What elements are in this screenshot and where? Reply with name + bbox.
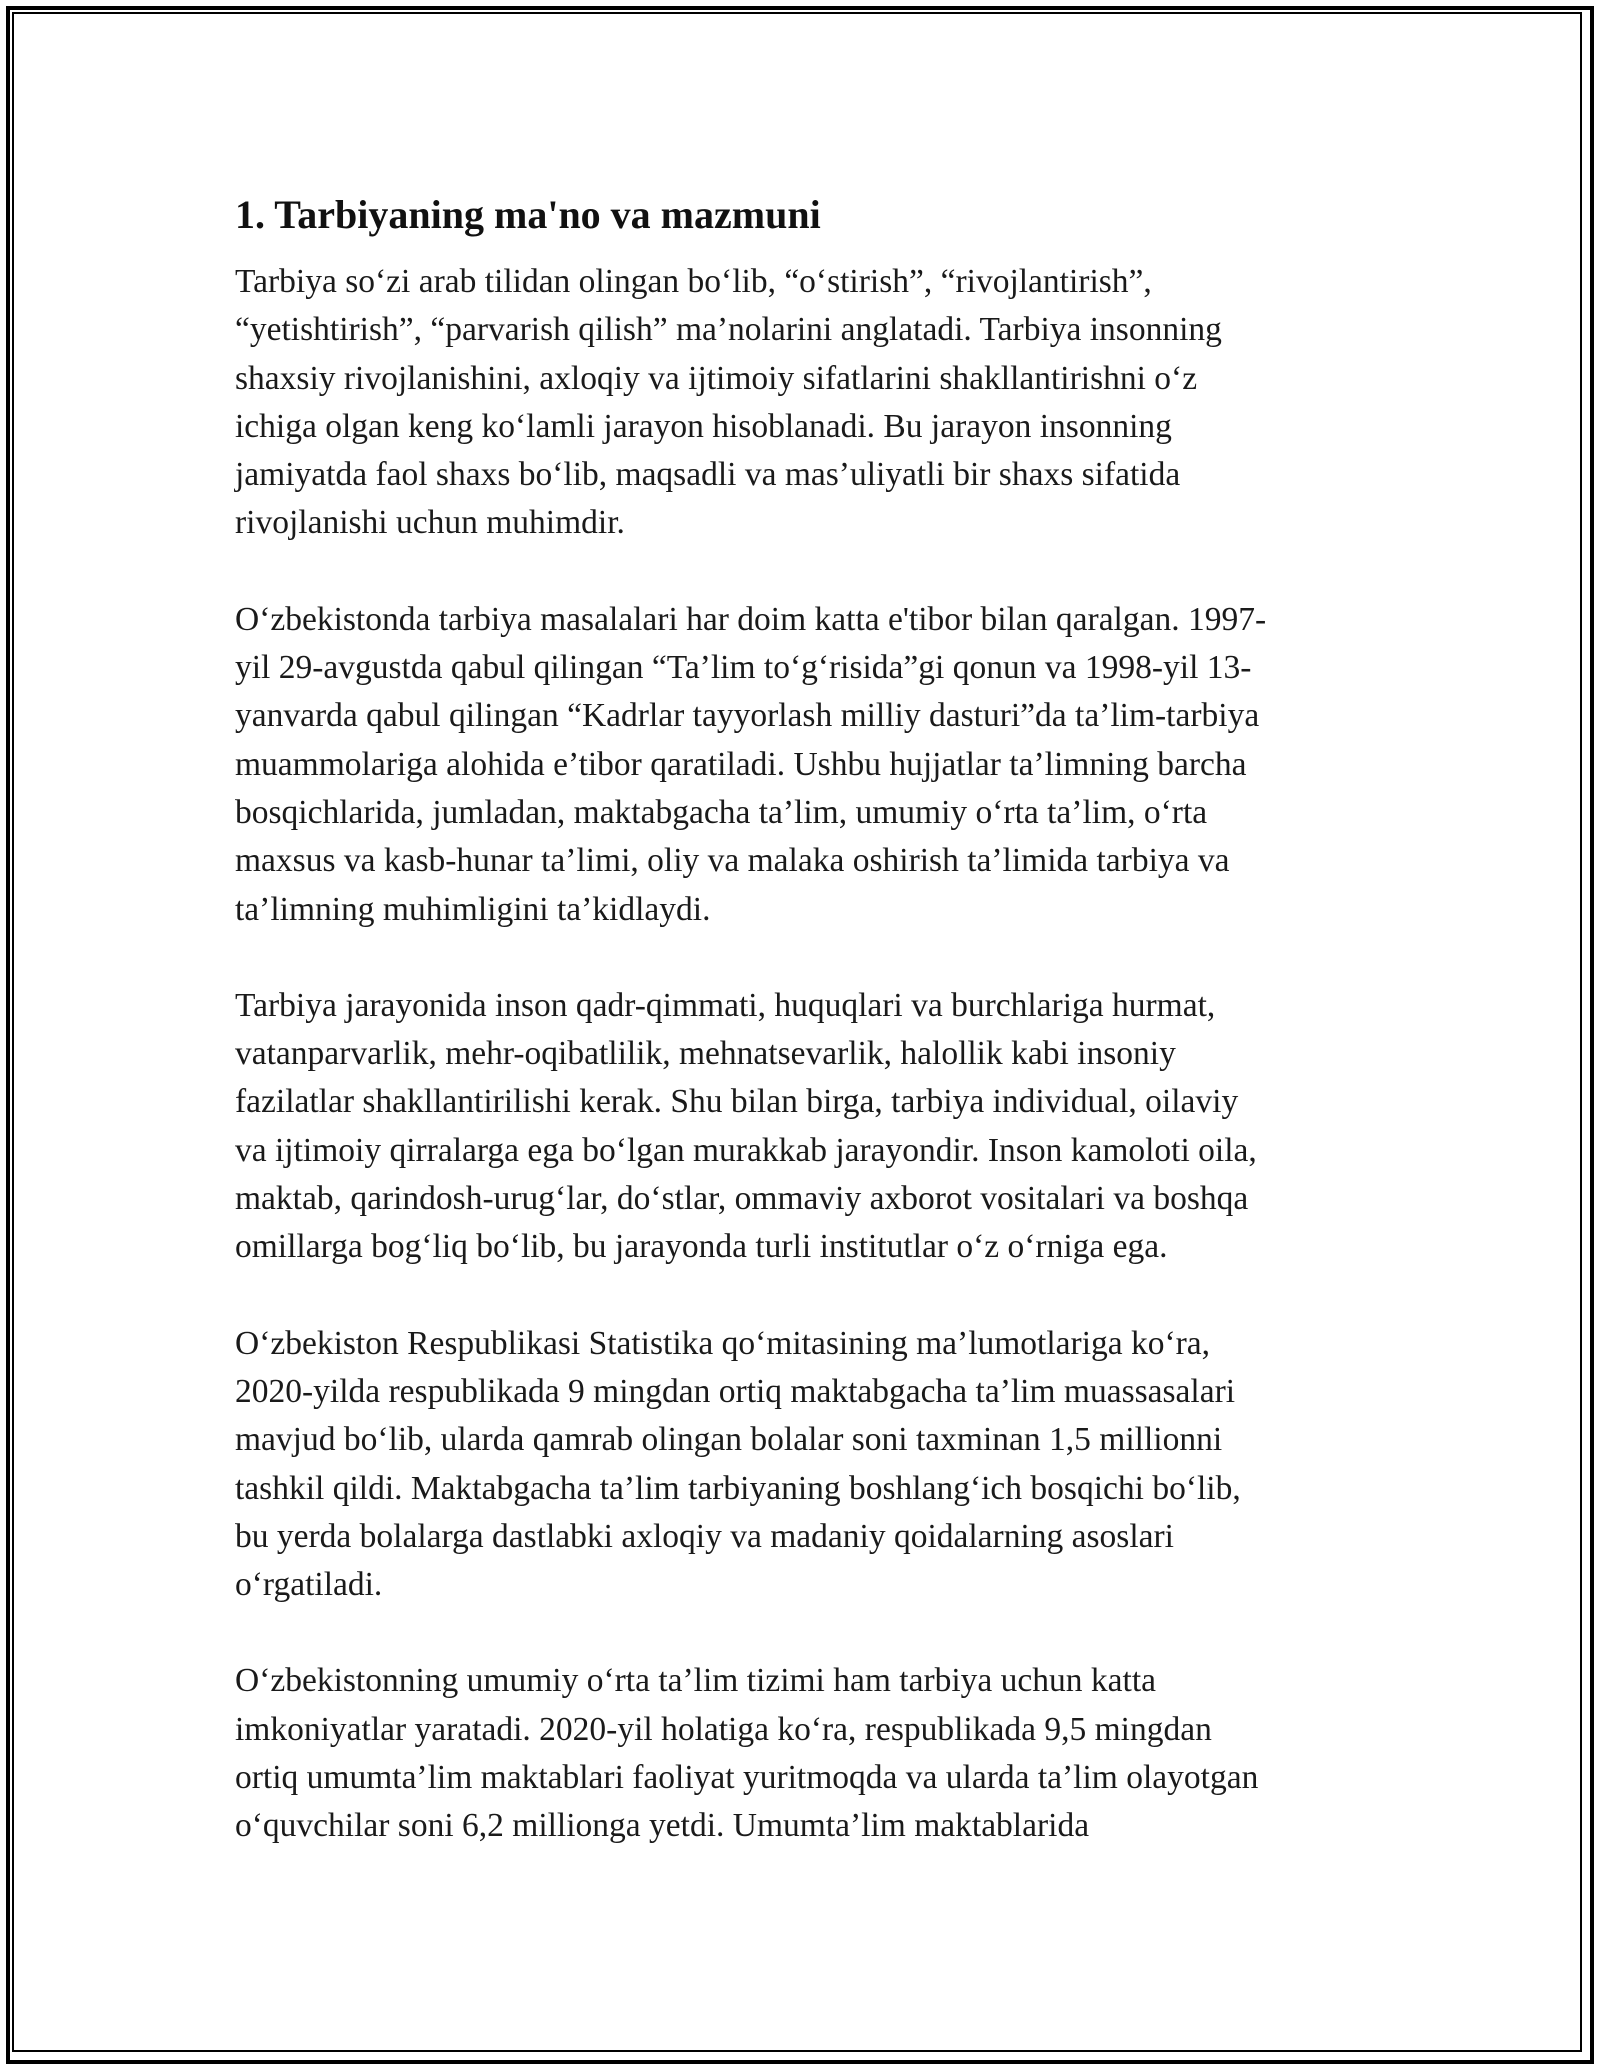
document-body [235, 186, 1375, 1899]
paragraph-1: Tarbiya so‘zi arab tilidan olingan bo‘lib, “o‘stirish”, “rivojlantirish”, “yetishtirish”, “parvarish qilish” ma’nolarini anglatadi. Tarbiya insonning shaxsiy rivojlanishini, axloqiy va ijtimoiy sifatlarini shakllantirishni o‘z ichiga olgan keng ko‘lamli jarayon hisoblanadi. Bu jarayon insonning jamiyatda faol shaxs bo‘lib, maqsadli va mas’uliyatli bir shaxs sifatida rivojlanishi uchun muhimdir. [235, 263, 1222, 542]
paragraph-3: Tarbiya jarayonida inson qadr-qimmati, huquqlari va burchlariga hurmat, vatanparvarlik, mehr-oqibatlilik, mehnatsevarlik, halollik kabi insoniy fazilatlar shakllantirilishi kerak. Shu bilan birga, tarbiya individual, oilaviy va ijtimoiy qirralarga ega bo‘lgan murakkab jarayondir. Inson kamoloti oila, maktab, qarindosh-urug‘lar, do‘stlar, ommaviy axborot vositalari va boshqa omillarga bog‘liq bo‘lib, bu jarayonda turli institutlar o‘z o‘rniga ega. [235, 986, 1257, 1266]
paragraph-4: O‘zbekiston Respublikasi Statistika qo‘mitasining ma’lumotlariga ko‘ra, 2020-yilda respublikada 9 mingdan ortiq maktabgacha ta’lim muassasalari mavjud bo‘lib, ularda qamrab olingan bolalar soni taxminan 1,5 millionni tashkil qildi. Maktabgacha ta’lim tarbiyaning boshlang‘ich bosqichi bo‘lib, bu yerda bolalarga dastlabki axloqiy va madaniy qoidalarning asoslari o‘rgatiladi. [235, 1324, 1241, 1604]
paragraph-2: O‘zbekistonda tarbiya masalalari har doim katta e'tibor bilan qaralgan. 1997- yil 29-avgustda qabul qilingan “Ta’lim to‘g‘risida”gi qonun va 1998-yil 13- yanvarda qabul qilingan “Kadrlar tayyorlash milliy dasturi”da ta’lim-tarbiya muammolariga alohida e’tibor qaratiladi. Ushbu hujjatlar ta’limning barcha bosqichlarida, jumladan, maktabgacha ta’lim, umumiy o‘rta ta’lim, o‘rta maxsus va kasb-hunar ta’limi, oliy va malaka oshirish ta’limida tarbiya va ta’limning muhimligini ta’kidlaydi. [235, 600, 1267, 928]
paragraph-5: O‘zbekistonning umumiy o‘rta ta’lim tizimi ham tarbiya uchun katta imkoniyatlar yaratadi. 2020-yil holatiga ko‘ra, respublikada 9,5 mingdan ortiq umumta’lim maktablari faoliyat yuritmoqda va ularda ta’lim olayotgan o‘quvchilar soni 6,2 millionga yetdi. Umumta’lim maktablarida [235, 1662, 1259, 1845]
section-heading: 1. Tarbiyaning ma'no va mazmuni [235, 192, 821, 237]
